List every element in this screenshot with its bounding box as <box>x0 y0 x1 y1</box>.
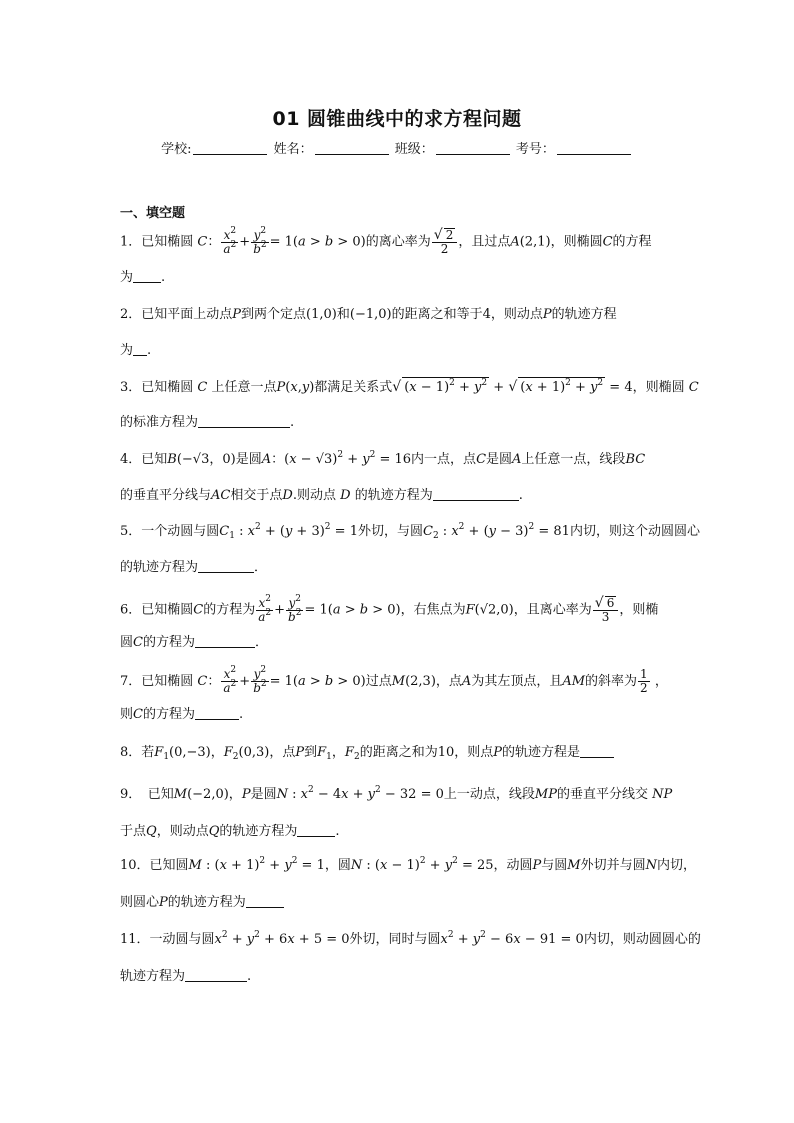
answer-blank-4[interactable] <box>433 488 519 501</box>
question-8-line-1: 8．若$F_1(0,-3)$，$F_2(0,3)$，点P到$F_1$，$F_2$的距离之和为10，则点P的轨迹方程是 <box>120 743 614 763</box>
answer-blank-8[interactable] <box>580 745 614 758</box>
answer-blank-6[interactable] <box>195 635 255 648</box>
exam-no-blank[interactable] <box>557 142 631 155</box>
question-2-line-1: 2．已知平面上动点P到两个定点(1,0)和(−1,0)的距离之和等于4，则动点P的轨迹方程 <box>120 307 617 322</box>
question-2-line-2: 为 . <box>120 343 152 358</box>
answer-blank-9[interactable] <box>297 824 335 837</box>
question-9-line-1: 9． 已知M(−2,0)，P是圆N : $x^2 - 4x + y^2 - 32 = 0$上一动点，线段MP的垂直平分线交 NP <box>120 785 673 802</box>
answer-blank-11[interactable] <box>185 969 247 982</box>
question-1-line-1: 1．已知椭圆 C： $\frac{x^2}{a^2}$ + $\frac{y^2}{b^2}$ = 1(a > b > 0)的离心率为 $\frac{√ 2}{2}$ ，且过点A(2,1)，则椭圆C的方程 <box>120 225 652 256</box>
class-blank[interactable] <box>436 142 510 155</box>
student-info-line <box>0 138 794 157</box>
question-5-line-1: 5．一个动圆与圆$C_1$ : $x^2 + (y + 3)^2 = 1$外切，与圆$C_2$ : $x^2 + (y - 3)^2 = 81$内切，则这个动圆圆心 <box>120 522 700 541</box>
question-7-line-1: 7．已知椭圆 C： $\frac{x^2}{a^2}$ + $\frac{y^2}{b^2}$ = 1(a > b > 0)过点M(2,3)，点A为其左顶点，且AM的斜率为 $\frac{1}{2}$ ， <box>120 665 668 695</box>
answer-blank-10[interactable] <box>246 895 284 908</box>
question-11-line-2: 轨迹方程为 . <box>120 969 252 984</box>
question-10-line-2: 则圆心P的轨迹方程为 <box>120 893 284 913</box>
question-4-line-2: 的垂直平分线与AC相交于点D.则动点 D 的轨迹方程为 . <box>120 488 523 503</box>
question-1-line-2: 为 . <box>120 270 166 285</box>
school-blank[interactable] <box>193 142 267 155</box>
answer-blank-7[interactable] <box>195 707 239 720</box>
name-blank[interactable] <box>315 142 389 155</box>
answer-blank-5[interactable] <box>198 560 254 573</box>
question-9-line-2: 于点Q，则动点Q的轨迹方程为 . <box>120 824 340 839</box>
page-title: 01 圆锥曲线中的求方程问题 <box>272 108 522 130</box>
question-10-line-1: 10．已知圆M : $(x + 1)^2 + y^2 = 1$，圆N : $(x - 1)^2 + y^2 = 25$，动圆P与圆M外切并与圆N内切， <box>120 856 697 873</box>
question-6-line-1: 6．已知椭圆C的方程为 $\frac{x^2}{a^2}$ + $\frac{y^2}{b^2}$ = 1(a > b > 0)，右焦点为F(√2,0)，且离心率为 $\frac{√ 6}{3}$ ，则椭 <box>120 593 659 624</box>
school-label: 学校: <box>161 142 192 157</box>
answer-blank-3[interactable] <box>198 415 290 428</box>
question-3-line-2: 的标准方程为 . <box>120 415 295 430</box>
name-label: 姓名： <box>273 142 313 157</box>
question-6-line-2: 圆C的方程为 ． <box>120 635 268 650</box>
question-11-line-1: 11．一动圆与圆$x^2 + y^2 + 6x + 5 = 0$外切，同时与圆$x^2 + y^2 - 6x - 91 = 0$内切，则动圆圆心的 <box>120 930 701 947</box>
answer-blank-1[interactable] <box>133 270 161 283</box>
question-4-line-1: 4．已知B(−√3，0)是圆A：$(x - √3)^2 + y^2 = 16$内一点，点C是圆A上任意一点，线段BC <box>120 450 646 467</box>
class-label: 班级： <box>394 142 434 157</box>
question-3-line-1: 3．已知椭圆 C 上任意一点P(x,y)都满足关系式√ $(x - 1)^2 + y^2$ + √ $(x + 1)^2 + y^2 = 4$，则椭圆 C <box>120 377 699 398</box>
answer-blank-2[interactable] <box>133 343 147 356</box>
section-heading: 一、填空题 <box>120 206 186 221</box>
question-5-line-2: 的轨迹方程为 ． <box>120 560 268 575</box>
exam-no-label: 考号： <box>515 142 555 157</box>
question-7-line-2: 则C的方程为 . <box>120 707 244 722</box>
